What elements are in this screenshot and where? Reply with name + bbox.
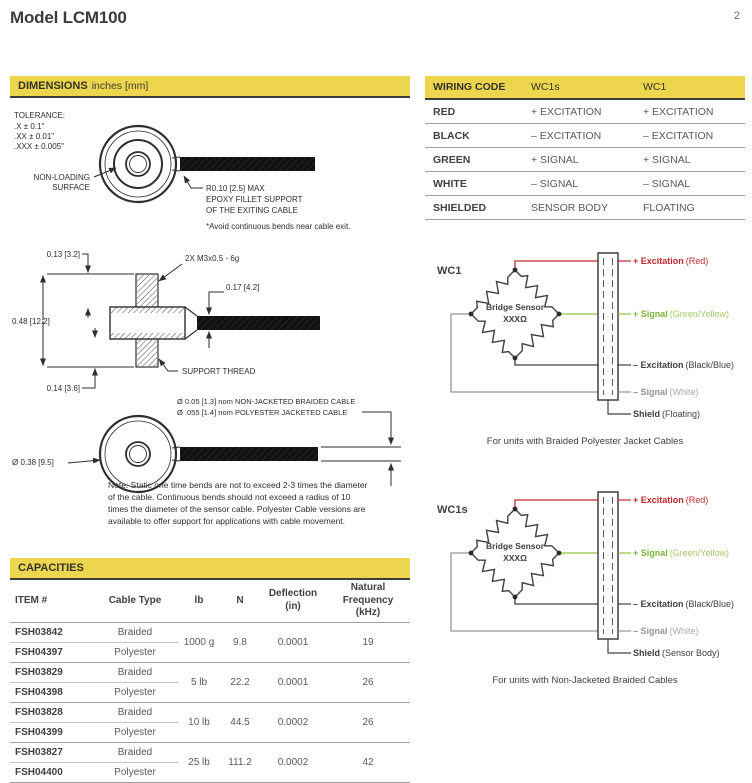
bridge-schematic bbox=[425, 487, 745, 665]
cable-type: Braided bbox=[92, 662, 178, 682]
cable-type: Polyester bbox=[92, 722, 178, 742]
wiring-diagram-wc1 bbox=[425, 248, 745, 456]
wiring-row bbox=[425, 196, 745, 220]
cable-type: Braided bbox=[92, 622, 178, 642]
wire-color: GREEN bbox=[425, 148, 531, 172]
wire-label-shield: Shield (Floating) bbox=[633, 409, 701, 419]
bend-note-line: times the diameter of the sensor cable. Polyester Cable versions are bbox=[108, 504, 366, 514]
wiring-col-wc1: WC1 bbox=[643, 76, 745, 99]
cable-dia-braided-label: Ø 0.05 [1.3] nom NON-JACKETED BRAIDED CABLE bbox=[177, 397, 356, 406]
diagram-caption: For units with Braided Polyester Jacket Cables bbox=[486, 436, 684, 447]
tolerance-line: .X ± 0.1" bbox=[14, 122, 45, 131]
deflection: 0.0002 bbox=[260, 702, 326, 742]
wc1-function: FLOATING bbox=[643, 196, 745, 220]
bridge-schematic bbox=[425, 248, 745, 426]
dim-stud-top: 0.13 [3.2] bbox=[46, 250, 80, 259]
col-header-frequency: Natural Frequency (kHz) bbox=[326, 580, 410, 622]
wc1-function: + SIGNAL bbox=[643, 148, 745, 172]
wire-label-signal-pos: + Signal (Green/Yellow) bbox=[633, 548, 729, 558]
right-column bbox=[425, 76, 745, 695]
avoid-note: *Avoid continuous bends near cable exit. bbox=[206, 222, 351, 231]
wire-color: WHITE bbox=[425, 172, 531, 196]
wiring-diagram-wc1s bbox=[425, 487, 745, 695]
wiring-col-wc1s: WC1s bbox=[531, 76, 643, 99]
col-header-deflection: Deflection (in) bbox=[260, 580, 326, 622]
cable-dia-polyester-label: Ø .055 [1.4] nom POLYESTER JACKETED CABLE bbox=[177, 408, 348, 417]
item-number: FSH04399 bbox=[10, 722, 92, 742]
tolerance-line: TOLERANCE: bbox=[14, 111, 65, 120]
side-view-drawing bbox=[10, 244, 410, 394]
item-number: FSH04397 bbox=[10, 642, 92, 662]
table-row bbox=[10, 622, 410, 642]
support-thread-label: SUPPORT THREAD bbox=[182, 367, 256, 376]
col-header-cable: Cable Type bbox=[92, 580, 178, 622]
diagram-caption: For units with Non-Jacketed Braided Cables bbox=[492, 675, 678, 686]
cable-type: Polyester bbox=[92, 682, 178, 702]
page-number: 2 bbox=[733, 10, 740, 22]
left-column bbox=[10, 76, 410, 783]
item-number: FSH03827 bbox=[10, 742, 92, 762]
capacity-n: 9.8 bbox=[220, 622, 260, 662]
tolerance-line: .XXX ± 0.005" bbox=[14, 142, 64, 151]
wiring-row bbox=[425, 99, 745, 124]
dim-overall: 0.48 [12.2] bbox=[12, 317, 50, 326]
bend-note-line: Note: Static one time bends are not to exceed 2-3 times the diameter bbox=[108, 480, 368, 490]
wc1-function: – EXCITATION bbox=[643, 124, 745, 148]
wiring-code-table bbox=[425, 76, 745, 220]
capacity-n: 111.2 bbox=[220, 742, 260, 782]
wiring-row bbox=[425, 172, 745, 196]
col-header-lb: lb bbox=[178, 580, 220, 622]
capacity-lb: 5 lb bbox=[178, 662, 220, 702]
item-number: FSH04398 bbox=[10, 682, 92, 702]
thread-label: 2X M3x0.5 - 6g bbox=[185, 254, 240, 263]
capacities-table bbox=[10, 580, 410, 783]
cable-type: Polyester bbox=[92, 642, 178, 662]
wc1s-function: – EXCITATION bbox=[531, 124, 643, 148]
wiring-header-row bbox=[425, 76, 745, 99]
wc1s-function: SENSOR BODY bbox=[531, 196, 643, 220]
diagram-label: WC1s bbox=[437, 504, 468, 516]
capacities-header-label: CAPACITIES bbox=[18, 562, 84, 574]
natural-frequency: 19 bbox=[326, 622, 410, 662]
table-row bbox=[10, 662, 410, 682]
cable-view-drawing bbox=[10, 394, 410, 544]
wc1s-function: + SIGNAL bbox=[531, 148, 643, 172]
wire-label-signal-neg: – Signal (White) bbox=[633, 626, 699, 636]
bend-note-line: of the cable. Continuous bends should not exceed a radius of 10 bbox=[108, 492, 351, 502]
body-dia-label: Ø 0.38 [9.5] bbox=[12, 458, 54, 467]
cable-type: Polyester bbox=[92, 762, 178, 782]
capacity-lb: 25 lb bbox=[178, 742, 220, 782]
wire-label-signal-neg: – Signal (White) bbox=[633, 387, 699, 397]
wire-label-excitation-pos: + Excitation (Red) bbox=[633, 495, 709, 505]
item-number: FSH04400 bbox=[10, 762, 92, 782]
capacities-header-row bbox=[10, 580, 410, 622]
capacity-lb: 1000 g bbox=[178, 622, 220, 662]
dim-cable: 0.17 [4.2] bbox=[226, 283, 260, 292]
bridge-resistance-label: XXXΩ bbox=[503, 553, 527, 563]
col-header-item: ITEM # bbox=[10, 580, 92, 622]
wc1-function: – SIGNAL bbox=[643, 172, 745, 196]
wc1s-function: – SIGNAL bbox=[531, 172, 643, 196]
table-row bbox=[10, 702, 410, 722]
diagram-label: WC1 bbox=[437, 265, 462, 277]
dimensions-header-units: inches [mm] bbox=[91, 80, 149, 92]
fillet-note: OF THE EXITING CABLE bbox=[206, 206, 298, 215]
dimensions-section-bar bbox=[10, 76, 410, 98]
fillet-note: R0.10 [2.5] MAX bbox=[206, 184, 265, 193]
deflection: 0.0001 bbox=[260, 662, 326, 702]
cable-type: Braided bbox=[92, 742, 178, 762]
table-row bbox=[10, 742, 410, 762]
wire-label-excitation-neg: – Excitation (Black/Blue) bbox=[633, 599, 735, 609]
top-view-drawing bbox=[10, 107, 410, 244]
natural-frequency: 42 bbox=[326, 742, 410, 782]
capacity-lb: 10 lb bbox=[178, 702, 220, 742]
bridge-resistance-label: XXXΩ bbox=[503, 314, 527, 324]
wc1s-function: + EXCITATION bbox=[531, 99, 643, 124]
fillet-note: EPOXY FILLET SUPPORT bbox=[206, 195, 303, 204]
capacity-n: 22.2 bbox=[220, 662, 260, 702]
wire-color: BLACK bbox=[425, 124, 531, 148]
wire-color: RED bbox=[425, 99, 531, 124]
capacities-section-bar bbox=[10, 558, 410, 580]
non-loading-label: NON-LOADING bbox=[33, 173, 90, 182]
dim-stud-bottom: 0.14 [3.6] bbox=[46, 384, 80, 393]
non-loading-label: SURFACE bbox=[52, 183, 90, 192]
wiring-row bbox=[425, 124, 745, 148]
capacity-n: 44.5 bbox=[220, 702, 260, 742]
natural-frequency: 26 bbox=[326, 702, 410, 742]
cable-type: Braided bbox=[92, 702, 178, 722]
bridge-sensor-label: Bridge Sensor bbox=[485, 302, 545, 312]
deflection: 0.0001 bbox=[260, 622, 326, 662]
col-header-n: N bbox=[220, 580, 260, 622]
natural-frequency: 26 bbox=[326, 662, 410, 702]
wiring-code-title: WIRING CODE bbox=[425, 76, 531, 99]
wiring-row bbox=[425, 148, 745, 172]
wc1-function: + EXCITATION bbox=[643, 99, 745, 124]
dimensions-header-label: DIMENSIONS bbox=[18, 80, 88, 92]
tolerance-line: .XX ± 0.01" bbox=[14, 132, 55, 141]
wire-color: SHIELDED bbox=[425, 196, 531, 220]
item-number: FSH03829 bbox=[10, 662, 92, 682]
wire-label-signal-pos: + Signal (Green/Yellow) bbox=[633, 309, 729, 319]
wire-label-shield: Shield (Sensor Body) bbox=[633, 648, 720, 658]
bend-note-line: available to offer support for applications with cable movement. bbox=[108, 516, 346, 526]
deflection: 0.0002 bbox=[260, 742, 326, 782]
page-title: Model LCM100 bbox=[10, 8, 127, 27]
bridge-sensor-label: Bridge Sensor bbox=[485, 541, 545, 551]
item-number: FSH03828 bbox=[10, 702, 92, 722]
wire-label-excitation-neg: – Excitation (Black/Blue) bbox=[633, 360, 735, 370]
wire-label-excitation-pos: + Excitation (Red) bbox=[633, 256, 709, 266]
item-number: FSH03842 bbox=[10, 622, 92, 642]
